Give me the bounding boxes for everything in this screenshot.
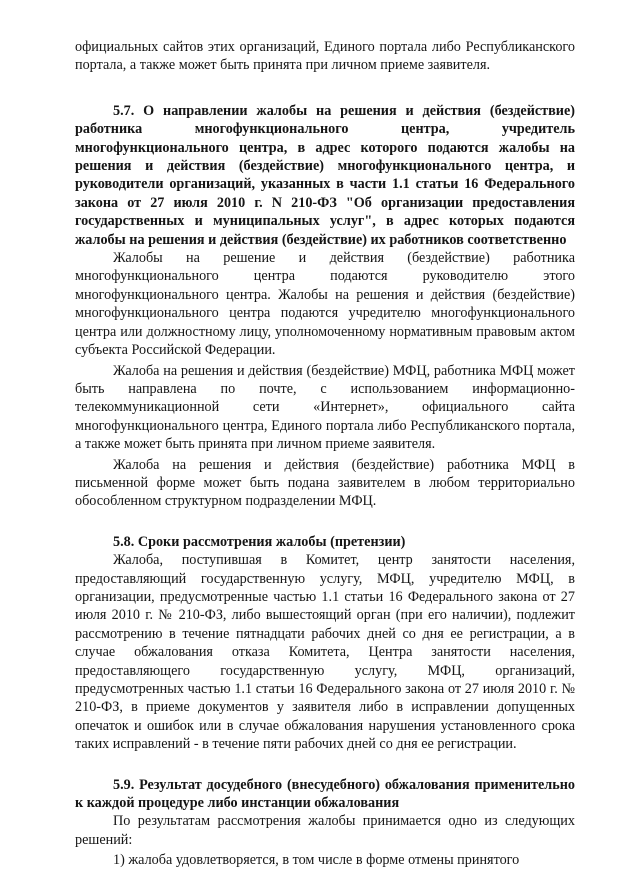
heading-section-5-8: 5.8. Сроки рассмотрения жалобы (претензии) <box>113 533 406 550</box>
heading-section-5-9: 5.9. Результат досудебного (внесудебного) обжалования применительно к каждой процедуре либо инстанции обжалования <box>75 776 575 812</box>
paragraph-5-7-1: Жалобы на решение и действия (бездействие) работника многофункционального центра подаются руководителю этого многофункционального центра. Жалобы на решения и действия (бездействие) многофункционального центра подаются учредителю многофункционального центра или должностному лицу, уполномоченному нормативным правовым актом субъекта Российской Федерации. <box>75 250 575 359</box>
paragraph-5-7-3: Жалоба на решения и действия (бездействие) работника МФЦ в письменной форме может быть подана заявителем в любом территориально обособленном структурном подразделении МФЦ. <box>75 456 575 510</box>
heading-section-5-7: 5.7. О направлении жалобы на решения и действия (бездействие) работника многофункционального центра, учредитель многофункционального центра, в адрес которого подаются жалобы на решения и действия (бездействие) многофункционального центра, и руководители организаций, указанных в части 1.1 статьи 16 Федерального закона от 27 июля 2010 г. N 210-ФЗ "Об организации предоставления государственных и муниципальных услуг", в адрес которых подаются жалобы на решения и действия (бездействие) их работников соответственно <box>75 102 575 248</box>
paragraph-continuation: официальных сайтов этих организаций, Единого портала либо Республиканского портала, а также может быть принята при личном приеме заявителя. <box>75 39 575 74</box>
document-page <box>75 38 575 870</box>
paragraph-5-7-2: Жалоба на решения и действия (бездействие) МФЦ, работника МФЦ может быть направлена по почте, с использованием информационно-телекоммуникационной сети «Интернет», официального сайта многофункционального центра, Единого портала либо Республиканского портала, а также может быть принята при личном приеме заявителя. <box>75 362 575 453</box>
paragraph-5-9-1: По результатам рассмотрения жалобы принимается одно из следующих решений: <box>75 813 575 848</box>
paragraph-5-9-2: 1) жалоба удовлетворяется, в том числе в форме отмены принятого <box>113 852 520 869</box>
paragraph-5-8-1: Жалоба, поступившая в Комитет, центр занятости населения, предоставляющий государственную услугу, МФЦ, учредителю МФЦ, в организации, предусмотренные частью 1.1 статьи 16 Федерального закона от 27 июля 2010 г. № 210-ФЗ, либо вышестоящий орган (при его наличии), подлежит рассмотрению в течение пятнадцати рабочих дней со дня ее регистрации, а в случае обжалования отказа Комитета, Центра занятости населения, предоставляющего государственную услугу, МФЦ, организаций, предусмотренных частью 1.1 статьи 16 Федерального закона от 27 июля 2010 г. № 210-ФЗ, в приеме документов у заявителя либо в исправлении допущенных опечаток и ошибок или в случае обжалования нарушения установленного срока таких исправлений - в течение пяти рабочих дней со дня ее регистрации. <box>75 552 575 753</box>
